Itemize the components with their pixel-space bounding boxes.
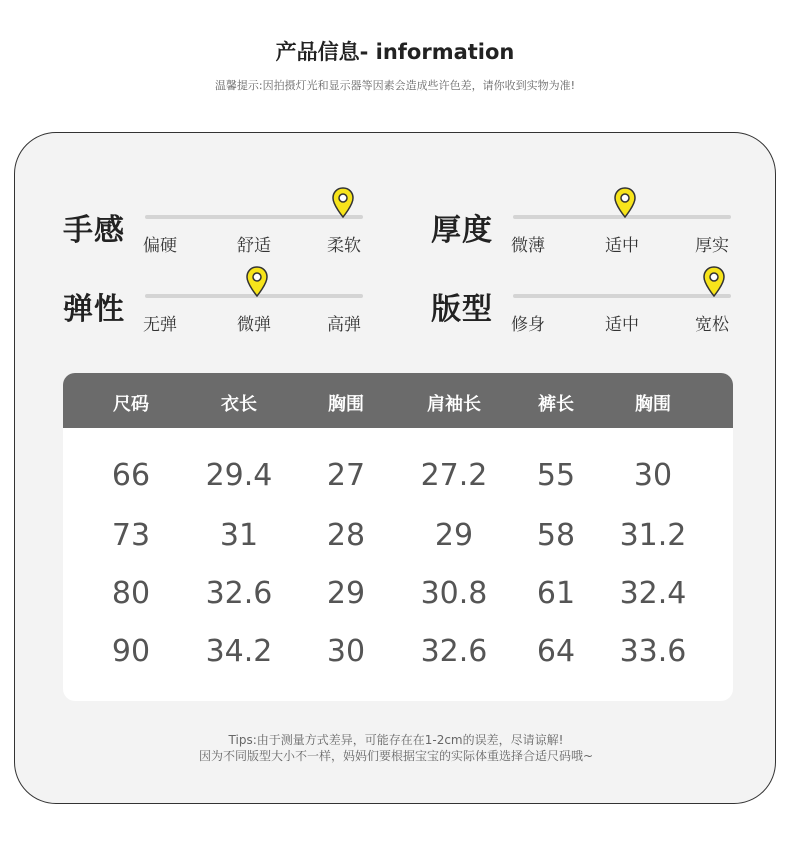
table-cell: 30 <box>326 634 366 669</box>
table-cell: 29 <box>434 518 474 553</box>
table-cell: 31 <box>219 518 259 553</box>
location-pin-icon <box>613 187 637 219</box>
attribute-option: 高弹 <box>327 315 361 335</box>
table-cell: 55 <box>536 458 576 493</box>
attribute-option: 适中 <box>605 236 639 256</box>
attribute-label: 弹性 <box>63 292 125 327</box>
product-info-card <box>14 132 776 804</box>
tips-line: Tips:由于测量方式差异，可能存在在1-2cm的误差，尽请谅解! <box>228 733 564 747</box>
table-cell: 33.6 <box>619 634 687 669</box>
attribute-label: 厚度 <box>431 213 493 248</box>
color-notice: 温馨提示:因拍摄灯光和显示器等因素会造成些许色差，请你收到实物为准! <box>214 79 576 92</box>
table-cell: 90 <box>111 634 151 669</box>
table-header <box>63 373 733 428</box>
table-cell: 32.6 <box>205 576 273 611</box>
table-cell: 28 <box>326 518 366 553</box>
location-pin-icon <box>702 266 726 298</box>
table-row <box>63 576 733 616</box>
column-header: 肩袖长 <box>427 394 481 415</box>
table-cell: 32.4 <box>619 576 687 611</box>
column-header: 裤长 <box>538 394 574 415</box>
attribute-option: 柔软 <box>327 236 361 256</box>
table-cell: 29 <box>326 576 366 611</box>
attribute-thickness <box>431 205 771 265</box>
attribute-option: 宽松 <box>695 315 729 335</box>
attribute-feel <box>63 205 403 265</box>
attribute-option: 舒适 <box>237 236 271 256</box>
attribute-fit <box>431 284 771 344</box>
attribute-option: 厚实 <box>695 236 729 256</box>
tips-line: 因为不同版型大小不一样，妈妈们要根据宝宝的实际体重选择合适尺码哦~ <box>198 749 594 763</box>
table-cell: 27.2 <box>420 458 488 493</box>
page-title: 产品信息- information <box>275 40 515 64</box>
attribute-option: 修身 <box>511 315 545 335</box>
attribute-option: 适中 <box>605 315 639 335</box>
table-cell: 64 <box>536 634 576 669</box>
table-cell: 29.4 <box>205 458 273 493</box>
attribute-elasticity <box>63 284 403 344</box>
table-row <box>63 518 733 558</box>
attribute-option: 微弹 <box>237 315 271 335</box>
attribute-option: 微薄 <box>511 236 545 256</box>
table-cell: 30 <box>633 458 673 493</box>
table-row <box>63 634 733 674</box>
table-cell: 61 <box>536 576 576 611</box>
attribute-option: 偏硬 <box>143 236 177 256</box>
attribute-label: 手感 <box>63 213 125 248</box>
table-cell: 58 <box>536 518 576 553</box>
column-header: 衣长 <box>221 394 257 415</box>
table-cell: 73 <box>111 518 151 553</box>
column-header: 胸围 <box>328 394 364 415</box>
table-cell: 34.2 <box>205 634 273 669</box>
attribute-scale-track <box>513 294 731 298</box>
table-cell: 80 <box>111 576 151 611</box>
column-header: 尺码 <box>113 394 149 415</box>
attribute-label: 版型 <box>431 292 493 327</box>
table-cell: 27 <box>326 458 366 493</box>
table-row <box>63 458 733 498</box>
attribute-option: 无弹 <box>143 315 177 335</box>
table-cell: 66 <box>111 458 151 493</box>
size-table <box>63 373 733 701</box>
table-cell: 32.6 <box>420 634 488 669</box>
column-header: 胸围 <box>635 394 671 415</box>
table-cell: 31.2 <box>619 518 687 553</box>
location-pin-icon <box>245 266 269 298</box>
location-pin-icon <box>331 187 355 219</box>
table-cell: 30.8 <box>420 576 488 611</box>
